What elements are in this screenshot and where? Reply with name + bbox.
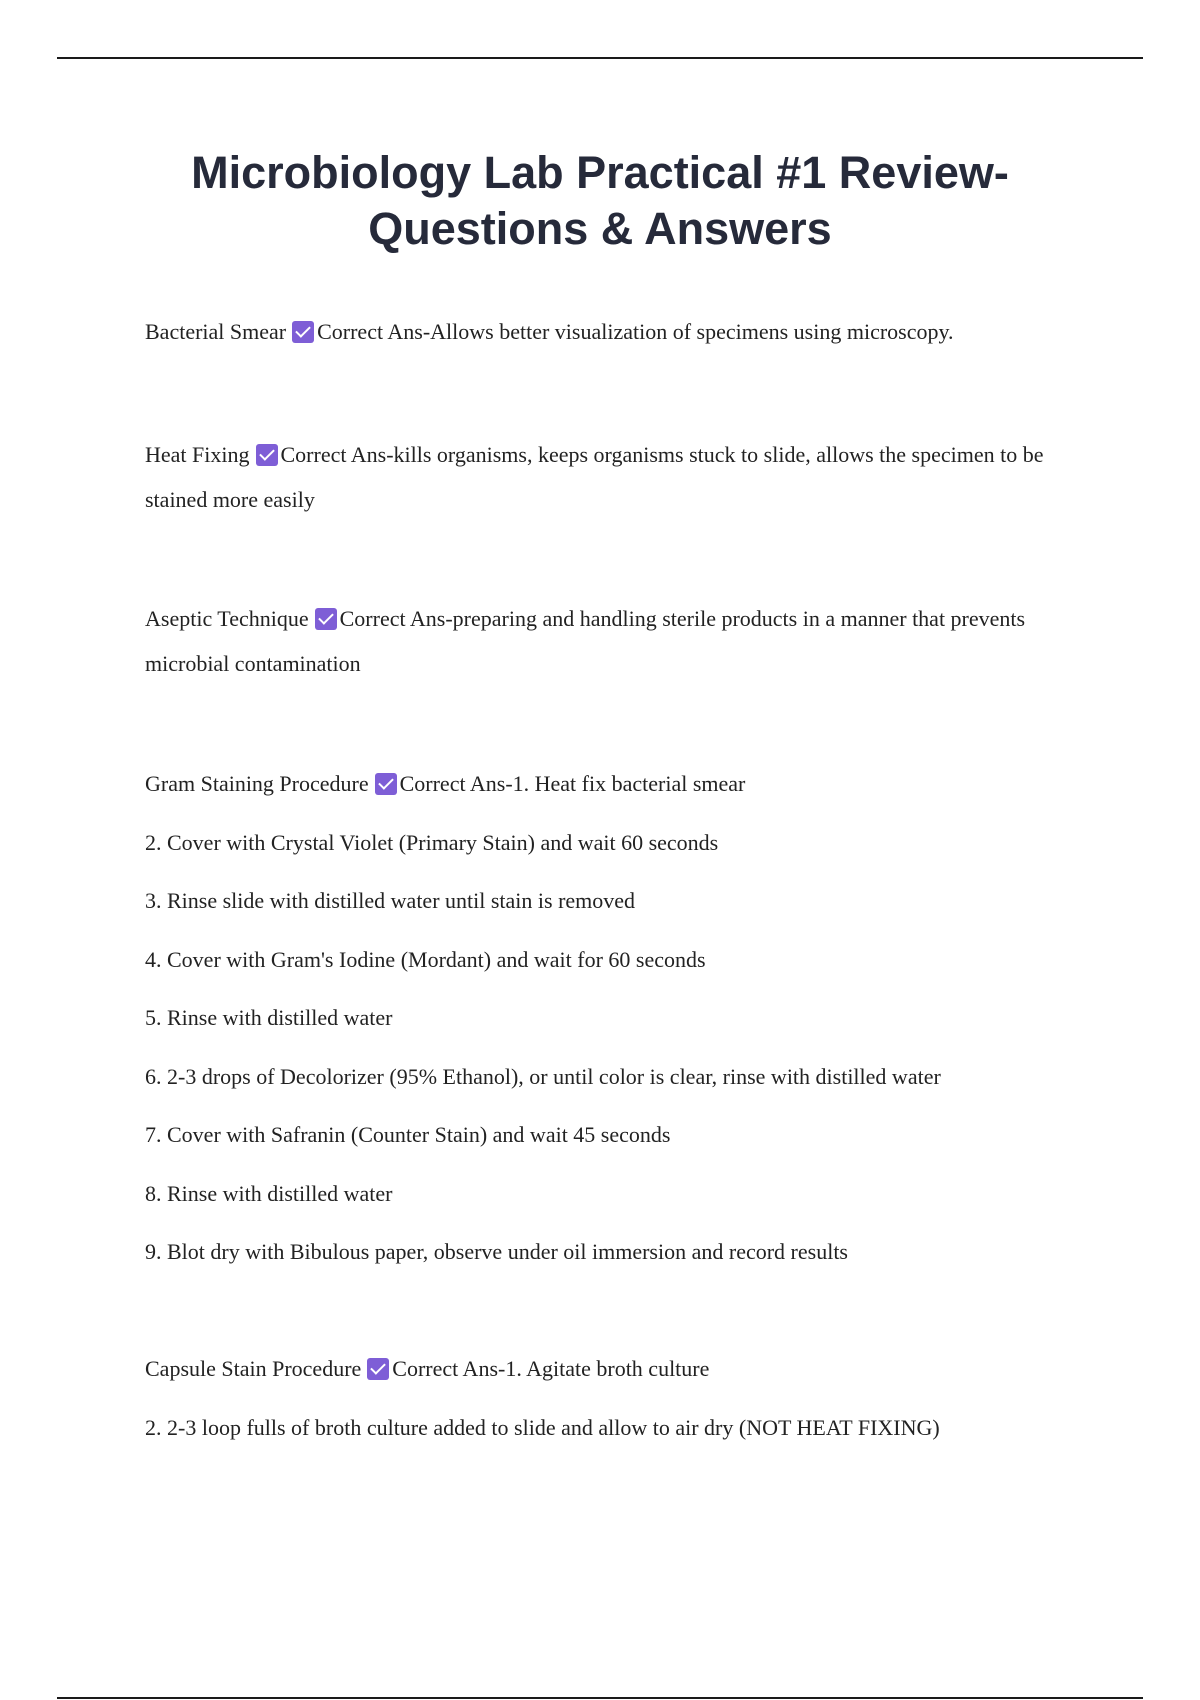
qa-entry-aseptic-technique	[145, 596, 1090, 686]
qa-answer: Correct Ans-kills organisms, keeps organisms stuck to slide, allows the specimen to be stained more easily	[145, 442, 1044, 512]
check-box-icon	[315, 608, 337, 630]
qa-term: Gram Staining Procedure	[145, 771, 369, 796]
qa-term: Capsule Stain Procedure	[145, 1356, 362, 1381]
procedure-step: 7. Cover with Safranin (Counter Stain) and wait 45 seconds	[145, 1122, 671, 1147]
qa-entry-heat-fixing	[145, 432, 1090, 522]
procedure-step: 5. Rinse with distilled water	[145, 1005, 393, 1030]
procedure-step: 4. Cover with Gram's Iodine (Mordant) and wait for 60 seconds	[145, 946, 706, 972]
check-box-icon	[256, 444, 278, 466]
check-box-icon	[292, 321, 314, 343]
qa-entry-bacterial-smear	[145, 309, 1090, 354]
qa-line	[145, 755, 1090, 814]
qa-answer: Correct Ans-Allows better visualization of specimens using microscopy.	[317, 319, 954, 344]
procedure-step: 8. Rinse with distilled water	[145, 1180, 393, 1206]
qa-answer: Correct Ans-preparing and handling sterile products in a manner that prevents microbial contamination	[145, 606, 1026, 676]
procedure-step: 2. 2-3 loop fulls of broth culture added to slide and allow to air dry (NOT HEAT FIXING)	[145, 1414, 940, 1440]
procedure-step: 6. 2-3 drops of Decolorizer (95% Ethanol), or until color is clear, rinse with distilled water	[145, 1063, 941, 1089]
qa-entry-capsule-stain	[145, 1340, 1090, 1457]
top-rule	[57, 57, 1143, 59]
procedure-step: 3. Rinse slide with distilled water until stain is removed	[145, 888, 636, 913]
qa-term: Bacterial Smear	[145, 319, 287, 344]
qa-line	[145, 1340, 1090, 1399]
procedure-step: 2. Cover with Crystal Violet (Primary Stain) and wait 60 seconds	[145, 829, 719, 855]
qa-term: Aseptic Technique	[145, 606, 309, 631]
bottom-rule	[57, 1697, 1143, 1699]
qa-answer: Correct Ans-1. Agitate broth culture	[392, 1356, 710, 1381]
check-box-icon	[375, 773, 397, 795]
page-title: Microbiology Lab Practical #1 Review- Questions & Answers	[191, 147, 1009, 254]
qa-line	[145, 432, 1090, 522]
procedure-step: 9. Blot dry with Bibulous paper, observe under oil immersion and record results	[145, 1239, 848, 1264]
qa-line	[145, 309, 1090, 354]
check-box-icon	[367, 1358, 389, 1380]
qa-line	[145, 596, 1090, 686]
qa-term: Heat Fixing	[145, 442, 250, 467]
qa-answer: Correct Ans-1. Heat fix bacterial smear	[399, 771, 746, 796]
qa-entry-gram-staining	[145, 755, 1090, 1282]
